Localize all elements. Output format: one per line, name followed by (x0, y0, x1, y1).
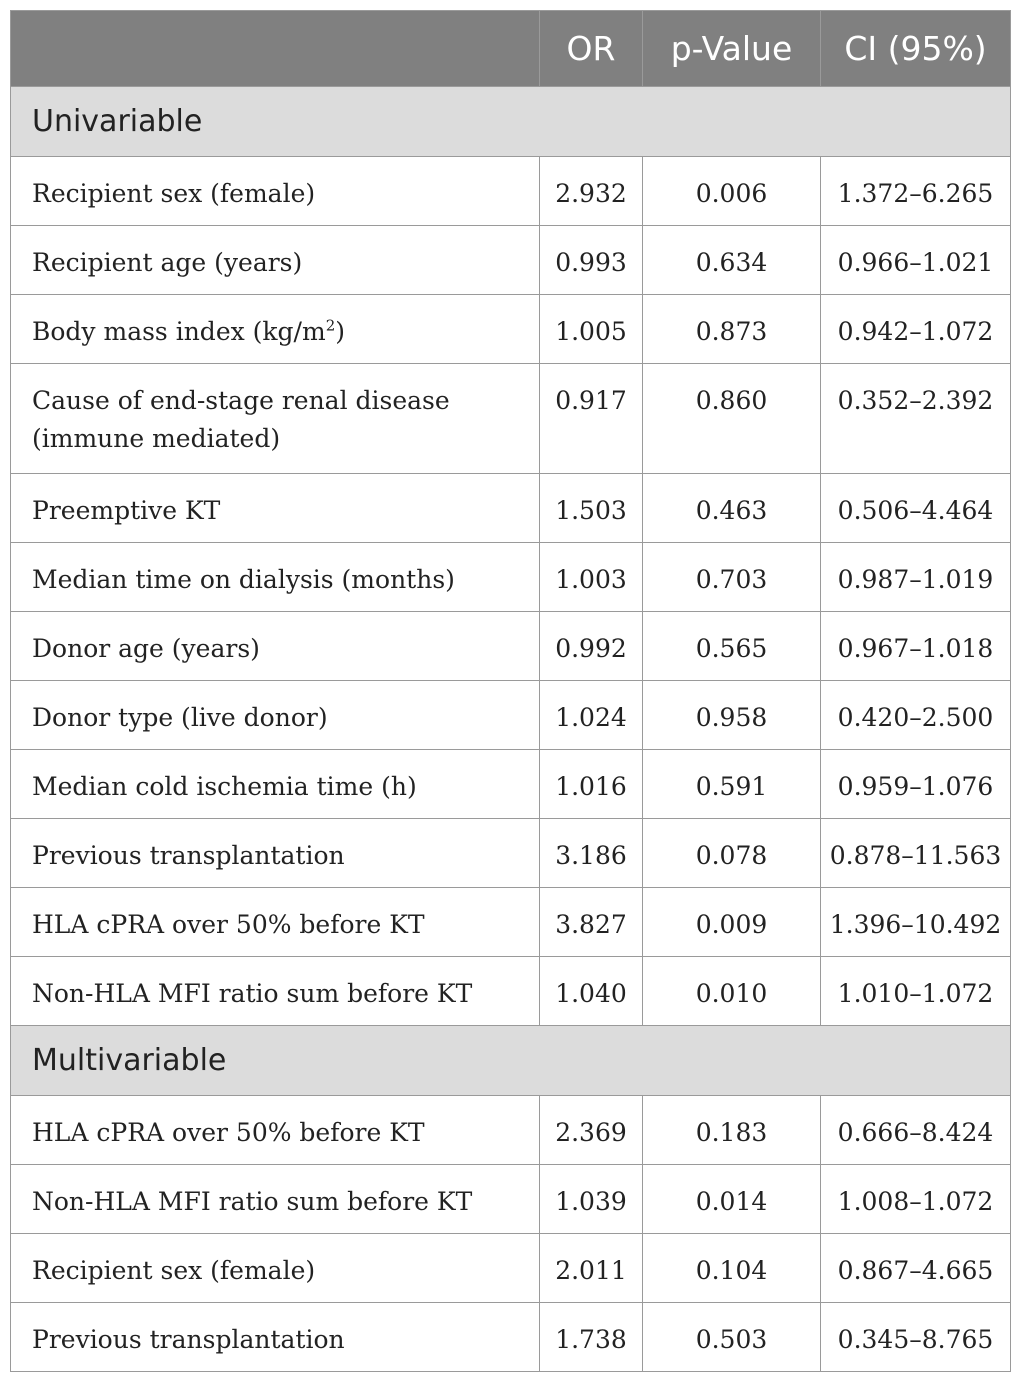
p-value: 0.014 (643, 1165, 821, 1234)
or-value: 1.003 (540, 543, 643, 612)
or-value: 1.503 (540, 474, 643, 543)
table-row (11, 1165, 1011, 1234)
table-row (11, 819, 1011, 888)
or-value: 3.827 (540, 888, 643, 957)
or-value: 1.005 (540, 295, 643, 364)
row-label-suffix: ) (335, 317, 346, 346)
row-label: Previous transplantation (11, 1303, 540, 1372)
ci-value: 0.987–1.019 (821, 543, 1011, 612)
row-label: Non-HLA MFI ratio sum before KT (11, 1165, 540, 1234)
or-value: 2.369 (540, 1096, 643, 1165)
table-row (11, 474, 1011, 543)
or-value: 1.039 (540, 1165, 643, 1234)
row-label: Non-HLA MFI ratio sum before KT (11, 957, 540, 1026)
row-label-line1: Cause of end-stage renal disease (32, 386, 450, 415)
p-value: 0.503 (643, 1303, 821, 1372)
or-value: 0.917 (540, 364, 643, 474)
header-or: OR (540, 11, 643, 87)
row-label: Previous transplantation (11, 819, 540, 888)
or-value: 0.993 (540, 226, 643, 295)
row-label: Median cold ischemia time (h) (11, 750, 540, 819)
or-value: 1.040 (540, 957, 643, 1026)
table-row (11, 364, 1011, 474)
ci-value: 1.008–1.072 (821, 1165, 1011, 1234)
table-row (11, 888, 1011, 957)
row-label (11, 364, 540, 474)
table-row (11, 1096, 1011, 1165)
ci-value: 0.966–1.021 (821, 226, 1011, 295)
ci-value: 0.345–8.765 (821, 1303, 1011, 1372)
or-value: 1.016 (540, 750, 643, 819)
ci-value: 0.878–11.563 (821, 819, 1011, 888)
header-p-value: p-Value (643, 11, 821, 87)
row-label: Recipient sex (female) (11, 1234, 540, 1303)
ci-value: 1.010–1.072 (821, 957, 1011, 1026)
section-header-multivariable (11, 1026, 1011, 1096)
p-value: 0.183 (643, 1096, 821, 1165)
or-value: 3.186 (540, 819, 643, 888)
table-row (11, 750, 1011, 819)
p-value: 0.078 (643, 819, 821, 888)
ci-value: 0.420–2.500 (821, 681, 1011, 750)
table-row (11, 226, 1011, 295)
p-value: 0.006 (643, 157, 821, 226)
header-row (11, 11, 1011, 87)
table-row (11, 543, 1011, 612)
row-label-text: Body mass index (kg/m (32, 317, 326, 346)
table-row (11, 295, 1011, 364)
or-value: 2.011 (540, 1234, 643, 1303)
row-label (11, 295, 540, 364)
ci-value: 1.372–6.265 (821, 157, 1011, 226)
ci-value: 0.666–8.424 (821, 1096, 1011, 1165)
or-value: 2.932 (540, 157, 643, 226)
table-row (11, 681, 1011, 750)
ci-value: 0.352–2.392 (821, 364, 1011, 474)
table-row (11, 957, 1011, 1026)
row-label: Median time on dialysis (months) (11, 543, 540, 612)
p-value: 0.873 (643, 295, 821, 364)
table-row (11, 1234, 1011, 1303)
row-label: Donor age (years) (11, 612, 540, 681)
p-value: 0.860 (643, 364, 821, 474)
p-value: 0.565 (643, 612, 821, 681)
or-value: 1.738 (540, 1303, 643, 1372)
row-label: Donor type (live donor) (11, 681, 540, 750)
header-empty (11, 11, 540, 87)
regression-table (10, 10, 1011, 1372)
or-value: 1.024 (540, 681, 643, 750)
p-value: 0.703 (643, 543, 821, 612)
ci-value: 0.959–1.076 (821, 750, 1011, 819)
p-value: 0.634 (643, 226, 821, 295)
or-value: 0.992 (540, 612, 643, 681)
table-row (11, 1303, 1011, 1372)
ci-value: 0.942–1.072 (821, 295, 1011, 364)
p-value: 0.591 (643, 750, 821, 819)
row-label-superscript: 2 (325, 316, 336, 335)
row-label: Recipient sex (female) (11, 157, 540, 226)
row-label: HLA cPRA over 50% before KT (11, 1096, 540, 1165)
p-value: 0.463 (643, 474, 821, 543)
ci-value: 0.967–1.018 (821, 612, 1011, 681)
section-header-univariable (11, 87, 1011, 157)
row-label: HLA cPRA over 50% before KT (11, 888, 540, 957)
p-value: 0.104 (643, 1234, 821, 1303)
header-ci: CI (95%) (821, 11, 1011, 87)
ci-value: 0.506–4.464 (821, 474, 1011, 543)
row-label-line2: (immune mediated) (32, 424, 281, 453)
ci-value: 0.867–4.665 (821, 1234, 1011, 1303)
p-value: 0.010 (643, 957, 821, 1026)
ci-value: 1.396–10.492 (821, 888, 1011, 957)
row-label: Preemptive KT (11, 474, 540, 543)
table-row (11, 157, 1011, 226)
section-title: Univariable (11, 87, 1011, 157)
p-value: 0.958 (643, 681, 821, 750)
p-value: 0.009 (643, 888, 821, 957)
row-label: Recipient age (years) (11, 226, 540, 295)
section-title: Multivariable (11, 1026, 1011, 1096)
table-row (11, 612, 1011, 681)
